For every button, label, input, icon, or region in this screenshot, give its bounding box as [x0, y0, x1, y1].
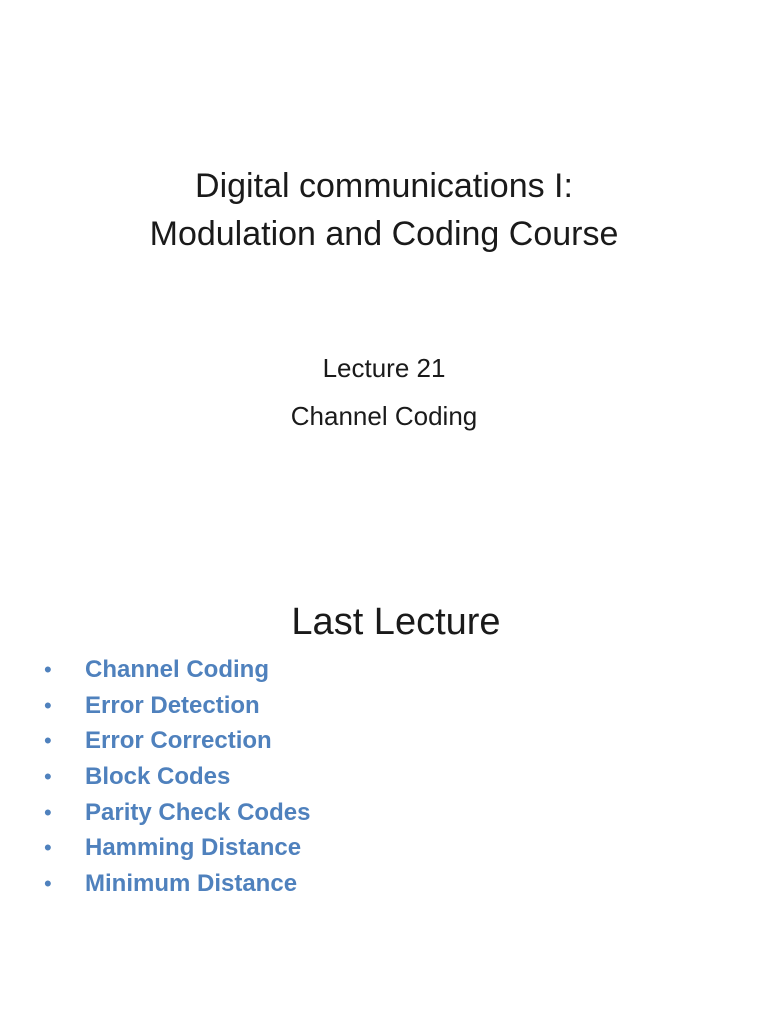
- bullet-icon: •: [44, 763, 52, 789]
- list-item-label: Minimum Distance: [85, 869, 298, 897]
- slide-subtitle: [0, 344, 768, 440]
- content-slide: [0, 560, 768, 1024]
- list-item-label: Channel Coding: [85, 655, 269, 683]
- bullet-icon: •: [44, 656, 52, 682]
- lecture-topic: Channel Coding: [290, 401, 478, 431]
- list-item-label: Error Correction: [85, 727, 272, 755]
- slide-title-line: Digital communications I:: [195, 167, 573, 205]
- slide-title-line: Modulation and Coding Course: [149, 215, 619, 253]
- slide-title: [0, 162, 768, 258]
- list-item: [40, 866, 310, 902]
- lecture-number: Lecture 21: [322, 353, 446, 383]
- list-item-label: Hamming Distance: [85, 834, 302, 862]
- list-item: [40, 688, 310, 724]
- bullet-icon: •: [44, 692, 52, 718]
- bullet-list: [40, 652, 310, 902]
- bullet-icon: •: [44, 799, 52, 825]
- list-item: [40, 723, 310, 759]
- bullet-icon: •: [44, 835, 52, 861]
- list-item-label: Parity Check Codes: [85, 798, 311, 826]
- list-item: [40, 830, 310, 866]
- bullet-icon: •: [44, 728, 52, 754]
- list-item-label: Block Codes: [85, 762, 231, 790]
- list-item: [40, 759, 310, 795]
- list-item-label: Error Detection: [85, 691, 260, 719]
- bullet-icon: •: [44, 870, 52, 896]
- list-item: [40, 652, 310, 688]
- list-item: [40, 795, 310, 831]
- content-slide-title: Last Lecture: [291, 601, 501, 643]
